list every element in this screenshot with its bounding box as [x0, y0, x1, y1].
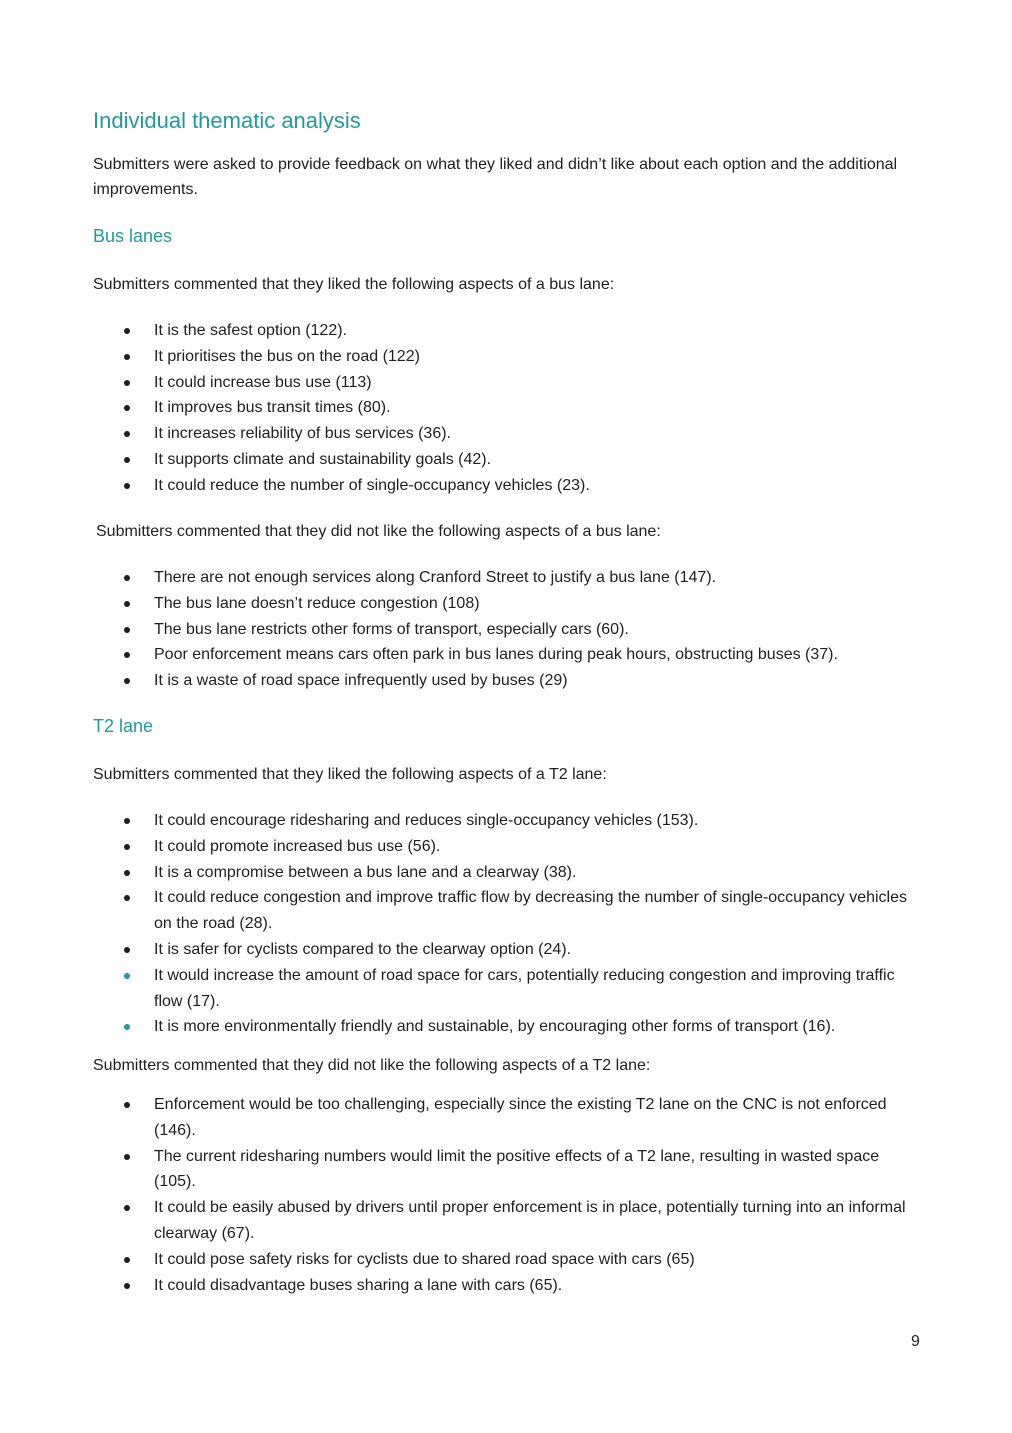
list-item: Poor enforcement means cars often park in bus lanes during peak hours, obstructing buses (37).	[93, 642, 923, 668]
list-item: It could increase bus use (113)	[93, 370, 923, 396]
list-item: The bus lane restricts other forms of transport, especially cars (60).	[93, 617, 923, 643]
bus-lanes-liked-intro: Submitters commented that they liked the following aspects of a bus lane:	[93, 276, 615, 293]
list-item: It supports climate and sustainability goals (42).	[93, 447, 923, 473]
list-item: It could disadvantage buses sharing a lane with cars (65).	[93, 1273, 923, 1299]
list-item: It could promote increased bus use (56).	[93, 834, 923, 860]
intro-paragraph: Submitters were asked to provide feedback on what they liked and didn’t like about each option and the additional improvements.	[93, 156, 898, 198]
list-item: It improves bus transit times (80).	[93, 395, 923, 421]
t2-lane-disliked-intro: Submitters commented that they did not like the following aspects of a T2 lane:	[93, 1057, 651, 1074]
bus-lanes-liked-list	[93, 318, 923, 499]
list-item: It increases reliability of bus services (36).	[93, 421, 923, 447]
list-item: It would increase the amount of road space for cars, potentially reducing congestion and improving traffic flow (17).	[93, 963, 923, 1015]
bus-lanes-disliked-list	[93, 565, 923, 694]
list-item: It is a compromise between a bus lane and a clearway (38).	[93, 860, 923, 886]
list-item: It could be easily abused by drivers until proper enforcement is in place, potentially turning into an informal clearway (67).	[93, 1195, 923, 1247]
bus-lanes-heading: Bus lanes	[93, 226, 173, 246]
t2-lane-disliked-list	[93, 1092, 923, 1298]
list-item: It could encourage ridesharing and reduces single-occupancy vehicles (153).	[93, 808, 923, 834]
list-item: It could reduce the number of single-occupancy vehicles (23).	[93, 473, 923, 499]
bus-lanes-disliked-intro: Submitters commented that they did not like the following aspects of a bus lane:	[96, 523, 661, 540]
page-heading: Individual thematic analysis	[93, 108, 361, 133]
list-item: It could pose safety risks for cyclists due to shared road space with cars (65)	[93, 1247, 923, 1273]
list-item: It prioritises the bus on the road (122)	[93, 344, 923, 370]
t2-lane-heading: T2 lane	[93, 716, 154, 736]
list-item: It is more environmentally friendly and sustainable, by encouraging other forms of transport (16).	[93, 1014, 923, 1040]
list-item: The current ridesharing numbers would limit the positive effects of a T2 lane, resulting in wasted space (105).	[93, 1144, 923, 1196]
page-number: 9	[911, 1333, 920, 1350]
list-item: It is the safest option (122).	[93, 318, 923, 344]
list-item: It is safer for cyclists compared to the clearway option (24).	[93, 937, 923, 963]
list-item: Enforcement would be too challenging, especially since the existing T2 lane on the CNC is not enforced (146).	[93, 1092, 923, 1144]
t2-lane-liked-list	[93, 808, 923, 1040]
list-item: It could reduce congestion and improve traffic flow by decreasing the number of single-occupancy vehicles on the road (28).	[93, 885, 923, 937]
list-item: There are not enough services along Cranford Street to justify a bus lane (147).	[93, 565, 923, 591]
list-item: The bus lane doesn’t reduce congestion (108)	[93, 591, 923, 617]
t2-lane-liked-intro: Submitters commented that they liked the following aspects of a T2 lane:	[93, 766, 607, 783]
list-item: It is a waste of road space infrequently used by buses (29)	[93, 668, 923, 694]
